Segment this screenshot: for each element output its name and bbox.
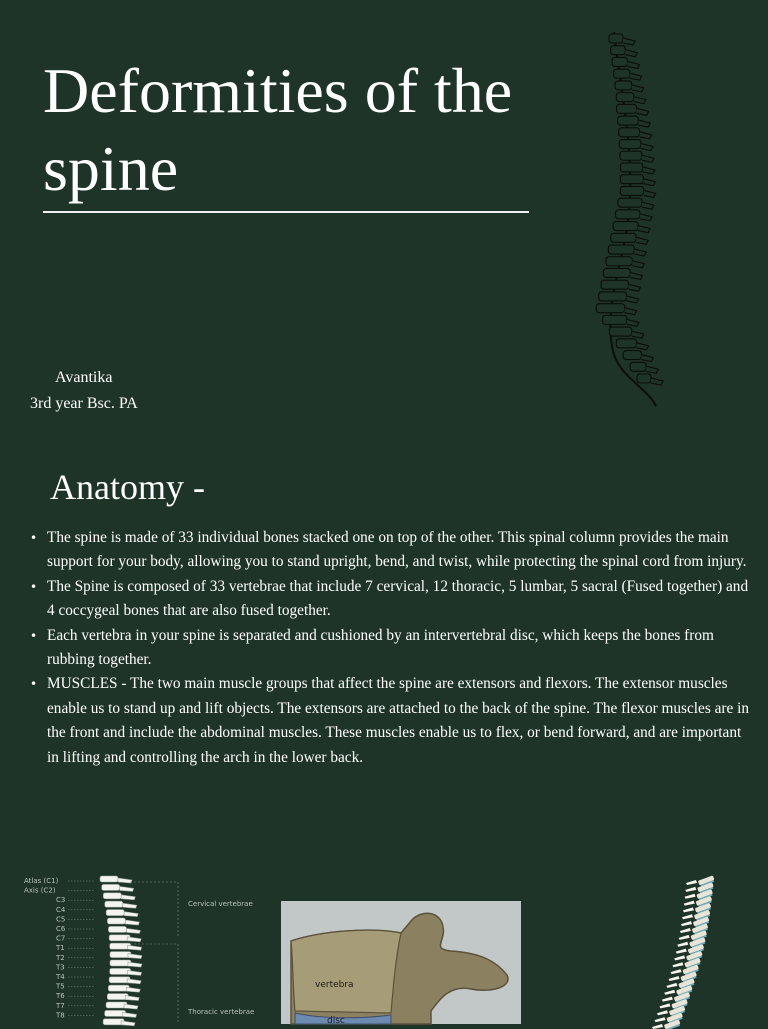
spinous-process: [677, 942, 688, 947]
vertebra-label: C5: [56, 915, 66, 924]
spinous-process: [664, 990, 675, 995]
spinous-process: [674, 955, 685, 960]
vertebra-process: [632, 331, 644, 338]
vertebra-label: T8: [56, 1011, 65, 1020]
spinous-process: [120, 886, 134, 891]
vertebra-label: T6: [56, 992, 65, 1001]
vertebra-process: [634, 97, 646, 104]
spinous-process: [671, 969, 682, 974]
vertebra-shape: [614, 69, 630, 78]
spinous-process: [121, 1021, 135, 1026]
vertebra-shape: [630, 362, 646, 371]
vertebra-process: [632, 85, 644, 92]
spinous-process: [124, 912, 138, 917]
vertebra-process: [628, 284, 640, 291]
spinous-process: [128, 945, 142, 950]
vertebra-shape: [618, 198, 642, 207]
vertebra-shape: [609, 34, 623, 43]
vertebra-process: [623, 38, 635, 45]
vertebra-process: [651, 378, 663, 385]
vertebra-process: [625, 308, 637, 315]
spinous-process: [128, 970, 142, 975]
spinous-process: [125, 920, 139, 925]
vertebra-disc-image: [281, 901, 521, 1024]
vertebra-shape: [618, 116, 639, 125]
spinous-process: [683, 907, 694, 912]
spinous-process: [666, 983, 677, 988]
vertebra-shape: [616, 210, 640, 219]
vertebra-label: T1: [56, 944, 65, 953]
author-name: Avantika: [55, 369, 113, 386]
vertebra-process: [643, 179, 655, 186]
region-thoracic-label: Thoracic vertebrae: [188, 1008, 255, 1016]
vertebra-shape: [620, 163, 643, 172]
anatomy-heading: Anatomy -: [50, 467, 205, 507]
spinous-process: [652, 1024, 663, 1029]
vertebra-label: C4: [56, 905, 66, 914]
vertebra-label: T4: [56, 973, 65, 981]
vertebra-shape: [604, 268, 631, 277]
vertebra-process: [628, 61, 640, 68]
vertebra-label: C6: [56, 925, 66, 933]
spinous-process: [669, 976, 680, 981]
vertebra-process: [638, 226, 650, 233]
vertebra-shape: [596, 304, 624, 313]
vertebra-shape: [615, 81, 632, 90]
spinous-process: [127, 979, 141, 984]
spinous-process: [685, 894, 696, 899]
labeled-spine-diagram: [20, 872, 255, 1024]
vertebra-shape: [619, 140, 641, 149]
vertebra-process: [638, 120, 650, 127]
bullet-vertebrae-count: • The Spine is composed of 33 vertebrae that include 7 cervical, 12 thoracic, 5 lumbar, 5 sacral (Fused together) and 4 coccygeal bones that are also fused together.: [30, 575, 752, 624]
vertebra-label: T3: [56, 963, 65, 972]
vertebra-body: [105, 901, 123, 907]
vertebra-process: [637, 108, 649, 115]
spine-3d-illustration: [640, 872, 730, 1024]
vertebra-label: C7: [56, 934, 66, 943]
vertebra-shape: [608, 245, 634, 254]
vertebra-label: T5: [56, 982, 65, 991]
vertebra-label: Axis (C2): [24, 886, 56, 895]
spinous-process: [125, 996, 139, 1001]
title-underline: [43, 211, 529, 213]
spinous-process: [126, 987, 140, 992]
vertebra-process: [630, 272, 642, 279]
vertebra-process: [630, 73, 642, 80]
spinous-process: [676, 949, 687, 954]
vertebra-shape: [616, 339, 636, 348]
spinous-process: [128, 954, 142, 959]
spinous-process: [118, 878, 132, 883]
vertebra-shape: [623, 351, 641, 360]
vertebra-shape: [609, 327, 631, 336]
spinous-process: [685, 887, 696, 892]
vertebra-shape: [616, 93, 633, 102]
anatomy-bullet-list: [30, 526, 752, 770]
vertebra-body: [108, 926, 126, 932]
vertebra-body: [106, 910, 124, 916]
author-role: 3rd year Bsc. PA: [30, 395, 138, 412]
spinous-process: [659, 1003, 670, 1008]
vertebra-label: C3: [56, 896, 66, 905]
vertebra-shape: [620, 175, 643, 184]
spinous-process: [684, 901, 695, 906]
spinous-process: [681, 921, 692, 926]
spinous-process: [126, 928, 140, 933]
spinous-process: [655, 1017, 666, 1022]
vertebra-shape: [617, 104, 637, 113]
vertebra-shape: [611, 46, 626, 55]
vertebra-label: T2: [56, 953, 65, 962]
vertebra-process: [640, 214, 652, 221]
vertebra-shape: [613, 222, 638, 231]
vertebra-process: [625, 50, 637, 57]
vertebra-body: [107, 918, 125, 924]
vertebra-process: [636, 237, 648, 244]
vertebra-shape: [612, 57, 627, 66]
spine-illustration-icon: [586, 26, 686, 408]
vertebra-process: [637, 343, 649, 350]
vertebra-body: [100, 876, 118, 882]
bullet-intervertebral-disc: • Each vertebra in your spine is separated and cushioned by an intervertebral disc, which keeps the bones from rubbing together.: [30, 624, 752, 673]
vertebra-shape: [620, 186, 643, 195]
spinous-process: [686, 880, 697, 885]
vertebra-process: [632, 261, 644, 268]
vertebra-label: T7: [56, 1001, 65, 1010]
vertebra-process: [642, 202, 654, 209]
spinous-process: [121, 895, 135, 900]
spinous-process: [679, 935, 690, 940]
vertebra-process: [641, 355, 653, 362]
vertebra-shape: [601, 280, 628, 289]
spinous-process: [123, 903, 137, 908]
vertebra-process: [641, 144, 653, 151]
vertebra-shape: [637, 374, 651, 383]
vertebra-process: [634, 249, 646, 256]
vertebra-body: [102, 884, 120, 890]
spinous-process: [128, 962, 142, 967]
spinous-process: [123, 1012, 137, 1017]
vertebra-shape: [619, 128, 640, 137]
vertebra-process: [627, 319, 639, 326]
vertebra-shape: [611, 233, 636, 242]
bullet-muscles: • MUSCLES - The two main muscle groups that affect the spine are extensors and flexors. The extensor muscles enable us to stand up and lift objects. The extensors are attached to the back of the spine. The flexor muscles are in the front and include the abdominal muscles. These muscles enable us to flex, or bend forward, and are important in lifting and controlling the arch in the lower back.: [30, 672, 752, 770]
bullet-spine-overview: • The spine is made of 33 individual bones stacked one on top of the other. This spinal column provides the main support for your body, allowing you to stand upright, bend, and twist, while protecting the spinal cord from injury.: [30, 526, 752, 575]
vertebra-shape: [606, 257, 632, 266]
spinous-process: [662, 997, 673, 1002]
disc-label: disc: [327, 1016, 345, 1026]
vertebra-process: [643, 167, 655, 174]
vertebra-process: [644, 190, 656, 197]
spinous-process: [682, 914, 693, 919]
vertebra-process: [640, 132, 652, 139]
region-cervical-label: Cervical vertebrae: [188, 900, 253, 908]
vertebra-shape: [599, 292, 627, 301]
vertebra-label: Atlas (C1): [24, 877, 59, 885]
vertebra-process: [646, 366, 658, 373]
spinous-process: [680, 928, 691, 933]
slide-title: Deformities of the spine: [43, 55, 513, 204]
spinous-process: [127, 937, 141, 942]
vertebra-process: [642, 155, 654, 162]
vertebra-body: [103, 893, 121, 899]
vertebra-label: vertebra: [315, 980, 354, 990]
vertebra-shape: [620, 151, 642, 160]
vertebra-shape: [603, 315, 627, 324]
spinous-process: [124, 1004, 138, 1009]
spinous-process: [672, 962, 683, 967]
spinous-process: [657, 1010, 668, 1015]
vertebra-process: [627, 296, 639, 303]
